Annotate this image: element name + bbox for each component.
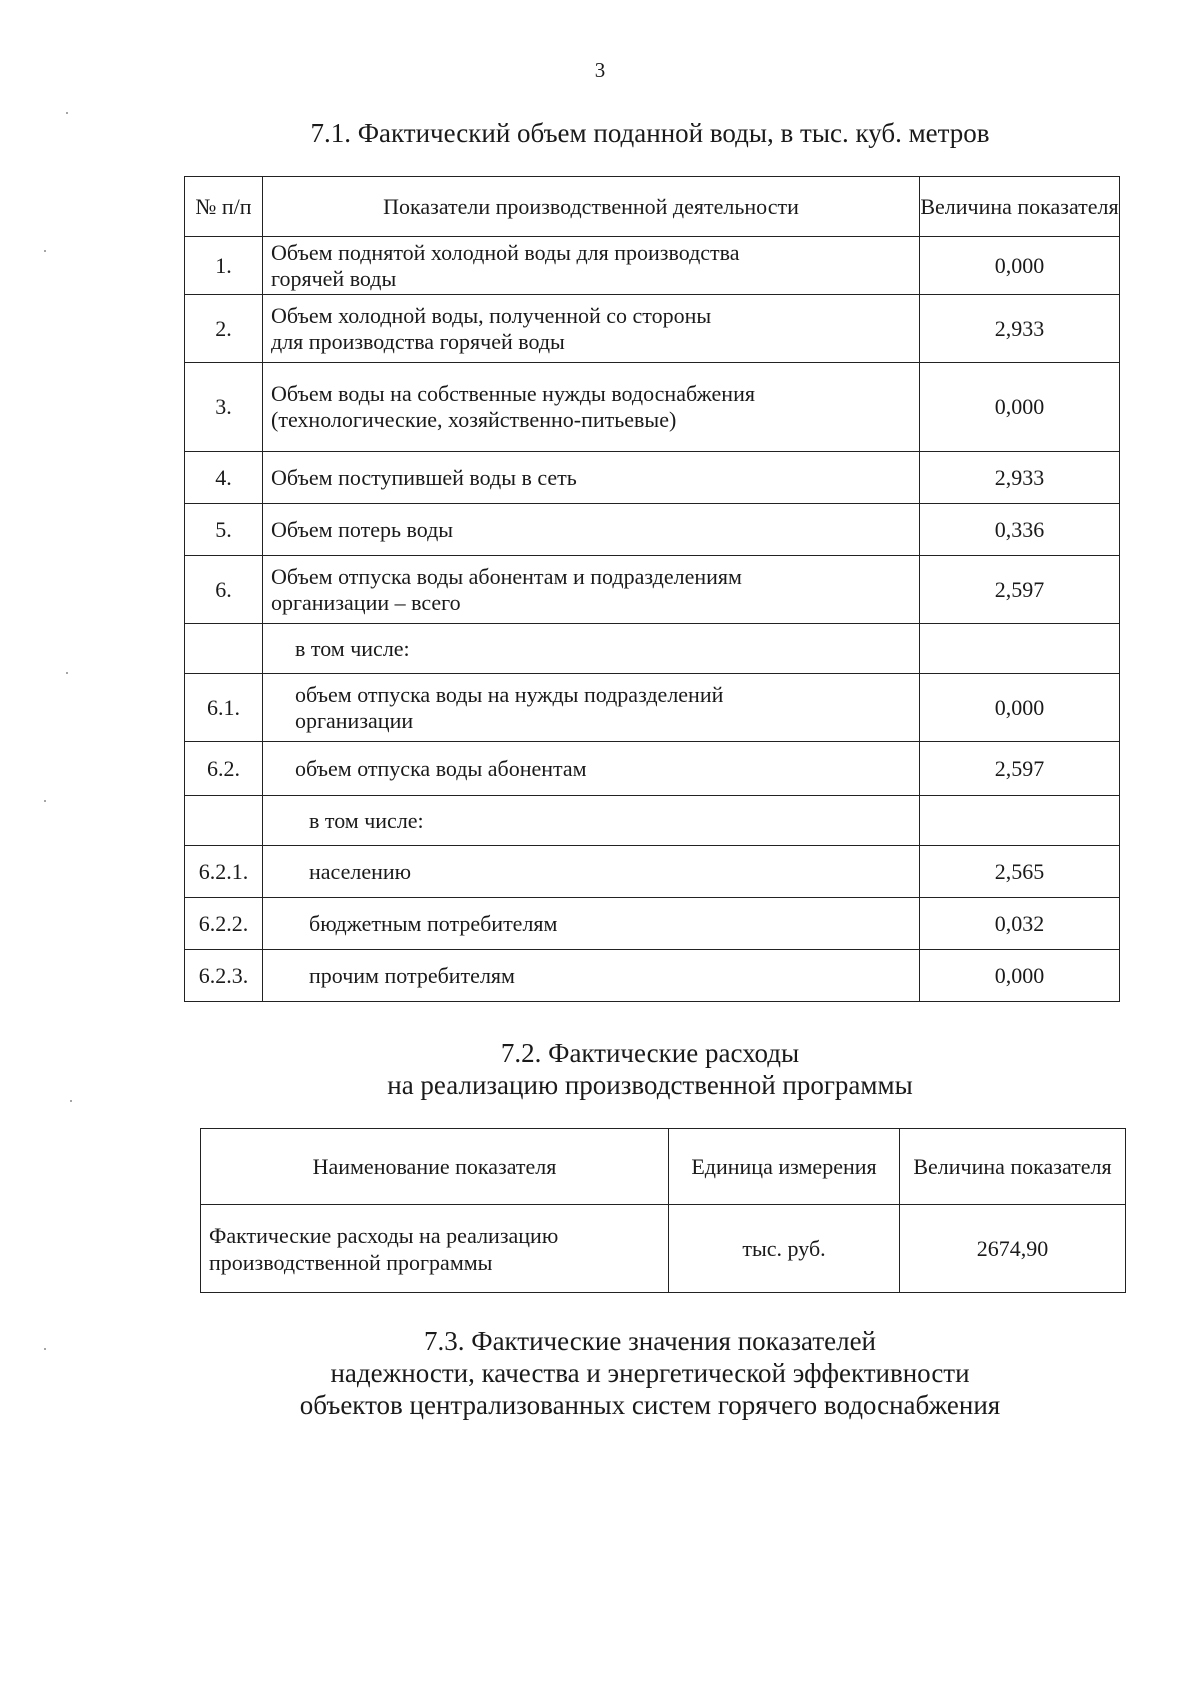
section-7-2-title-line: на реализацию производственной программы [387,1070,913,1100]
row-value: 0,000 [920,237,1120,295]
expense-name [201,1205,669,1293]
row-number [185,796,263,846]
section-7-1-title: 7.1. Фактический объем поданной воды, в тыс. куб. метров [310,118,990,148]
row-number: 6.2.2. [185,898,263,950]
indicator-line: организации [295,707,414,733]
column-header-unit: Единица измерения [669,1129,900,1205]
expense-unit: тыс. руб. [669,1205,900,1293]
table-row [185,950,1120,1002]
indicator-line: для производства горячей воды [271,328,565,354]
indicator-line: объем отпуска воды на нужды подразделений [295,681,724,707]
expenses-table [200,1128,1126,1293]
row-number: 1. [185,237,263,295]
column-header-name: Наименование показателя [201,1129,669,1205]
column-header-value: Величина показателя [920,177,1120,237]
table-row [185,237,1120,295]
row-value: 0,336 [920,504,1120,556]
row-number: 6.2.1. [185,846,263,898]
row-number: 2. [185,295,263,363]
scan-speck [66,672,68,674]
row-value: 0,032 [920,898,1120,950]
row-indicator: прочим потребителям [263,950,920,1002]
row-value: 2,565 [920,846,1120,898]
row-value: 2,933 [920,295,1120,363]
row-indicator [263,674,920,742]
table-row [201,1205,1126,1293]
section-7-3-title-line: объектов централизованных систем горячего водоснабжения [299,1390,1001,1420]
indicator-line: организации – всего [271,589,461,615]
section-7-3-title-line: 7.3. Фактические значения показателей [423,1326,877,1356]
row-value: 2,597 [920,742,1120,796]
expense-name-line: производственной программы [209,1249,493,1275]
table-header-row [201,1129,1126,1205]
scan-speck [44,250,46,252]
table-row [185,624,1120,674]
row-value: 2,933 [920,452,1120,504]
indicator-line: Объем воды на собственные нужды водоснабжения [271,381,755,406]
expense-value: 2674,90 [900,1205,1126,1293]
row-number: 6.2.3. [185,950,263,1002]
table-row [185,796,1120,846]
table-row [185,452,1120,504]
row-indicator [263,237,920,295]
row-value [920,796,1120,846]
row-number: 4. [185,452,263,504]
expense-name-line: Фактические расходы на реализацию [209,1222,559,1248]
indicator-line: Объем отпуска воды абонентам и подразделениям [271,563,742,589]
section-7-2-title-line: 7.2. Фактические расходы [500,1038,800,1068]
section-7-3-title [0,1325,1200,1421]
row-number: 6. [185,556,263,624]
indicator-line: Объем холодной воды, полученной со стороны [271,302,712,328]
row-number: 5. [185,504,263,556]
section-7-3-title-line: надежности, качества и энергетической эффективности [330,1358,970,1388]
row-indicator: в том числе: [263,624,920,674]
table-row [185,295,1120,363]
row-number: 3. [185,363,263,452]
indicator-line: (технологические, хозяйственно-питьевые) [271,407,677,432]
table-row [185,674,1120,742]
table-row [185,504,1120,556]
row-value: 0,000 [920,363,1120,452]
table-header-row [185,177,1120,237]
indicator-line: Объем поднятой холодной воды для производства [271,239,740,265]
scan-speck [44,800,46,802]
row-indicator [263,295,920,363]
row-number [185,624,263,674]
indicator-line: горячей воды [271,265,397,291]
column-header-value: Величина показателя [900,1129,1126,1205]
row-indicator: населению [263,846,920,898]
table-row [185,898,1120,950]
scan-speck [70,1100,72,1102]
table-row [185,363,1120,452]
table-row [185,846,1120,898]
row-number: 6.2. [185,742,263,796]
row-indicator: Объем потерь воды [263,504,920,556]
water-volume-table [184,176,1120,1002]
scan-speck [66,112,68,114]
table-row [185,742,1120,796]
row-indicator: Объем поступившей воды в сеть [263,452,920,504]
row-indicator: объем отпуска воды абонентам [263,742,920,796]
row-indicator: в том числе: [263,796,920,846]
row-indicator: бюджетным потребителям [263,898,920,950]
column-header-indicator: Показатели производственной деятельности [263,177,920,237]
section-7-2-title [0,1037,1200,1101]
row-value: 2,597 [920,556,1120,624]
column-header-number: № п/п [185,177,263,237]
row-indicator [263,556,920,624]
row-value: 0,000 [920,674,1120,742]
table-row [185,556,1120,624]
scan-speck [44,1348,46,1350]
page-number: 3 [594,58,606,82]
row-indicator [263,363,920,452]
row-value: 0,000 [920,950,1120,1002]
row-value [920,624,1120,674]
row-number: 6.1. [185,674,263,742]
